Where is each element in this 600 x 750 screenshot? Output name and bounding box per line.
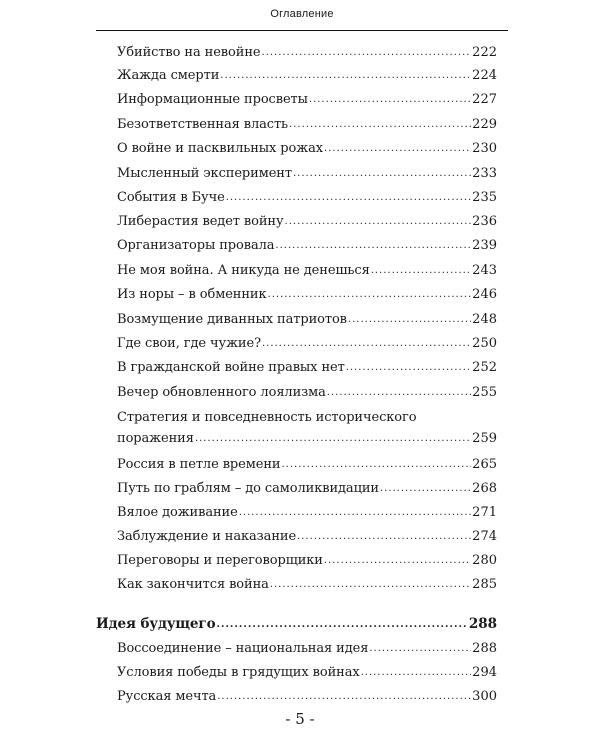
dot-leader (297, 527, 471, 546)
dot-leader (348, 310, 471, 329)
toc-entry[interactable] (117, 576, 497, 594)
toc-entry[interactable] (117, 116, 497, 134)
toc-section-page: 288 (468, 616, 497, 632)
toc-entry-title: Россия в петле времени (117, 457, 281, 472)
toc-entry-page: 222 (472, 45, 497, 60)
toc-entry[interactable] (117, 640, 497, 658)
toc-section-title: Идея будущего (96, 616, 216, 632)
dot-leader (285, 212, 472, 231)
toc-section[interactable] (96, 615, 497, 633)
toc-entry-page: 250 (472, 336, 497, 351)
toc-entry-page: 300 (472, 689, 497, 704)
toc-entry-page: 255 (472, 385, 497, 400)
dot-leader (369, 639, 471, 658)
toc-entry-title: Как закончится война (117, 577, 269, 592)
running-head: Оглавление (270, 8, 334, 20)
toc-entry-title: Организаторы провала (117, 238, 275, 253)
toc-entry-title: Из норы – в обменник (117, 287, 267, 302)
toc-entry-page: 235 (472, 190, 497, 205)
dot-leader (293, 164, 471, 183)
toc-entry[interactable] (117, 528, 497, 546)
toc-entry-page: 280 (472, 553, 497, 568)
dot-leader (327, 383, 471, 402)
dot-leader (226, 188, 471, 207)
toc-entry-title: Вечер обновленного лоялизма (117, 385, 326, 400)
toc-entry-title: В гражданской войне правых нет (117, 360, 345, 375)
toc-entry-title: Безответственная власть (117, 117, 289, 132)
toc-entry-title: Русская мечта (117, 689, 217, 704)
toc-entry-page: 230 (472, 141, 497, 156)
toc-entry-page: 233 (472, 166, 497, 181)
toc-entry-page: 274 (472, 529, 497, 544)
toc-entry-title: Жажда смерти (117, 68, 220, 83)
toc-entry[interactable] (117, 456, 497, 474)
toc-entry[interactable] (117, 165, 497, 183)
toc-entry[interactable] (117, 335, 497, 353)
dot-leader (324, 551, 471, 570)
toc-entry-title: Убийство на невойне (117, 45, 261, 60)
toc-entry-page: 265 (472, 457, 497, 472)
dot-leader (289, 115, 471, 134)
toc-entry[interactable] (117, 213, 497, 231)
toc-entry-title: Воссоединение – национальная идея (117, 641, 369, 656)
toc-entry[interactable] (117, 189, 497, 207)
dot-leader (371, 261, 471, 280)
toc-entry[interactable] (117, 44, 497, 62)
toc-entry-page: 227 (472, 92, 497, 107)
toc-entry[interactable] (117, 262, 497, 280)
toc-entry-page: 236 (472, 214, 497, 229)
toc-entry-title: О войне и пасквильных рожах (117, 141, 323, 156)
toc-entry-page: 259 (472, 431, 497, 446)
toc-entry-title: Возмущение диванных патриотов (117, 312, 347, 327)
toc-entry-page: 288 (472, 641, 497, 656)
toc-entry[interactable] (117, 552, 497, 570)
toc-entry-page: 294 (472, 665, 497, 680)
toc-entry-page: 246 (472, 287, 497, 302)
toc-entry[interactable] (117, 140, 497, 158)
toc-entry-title: Вялое доживание (117, 505, 238, 520)
toc-entry[interactable] (117, 311, 497, 329)
dot-leader (195, 429, 471, 448)
toc-entry[interactable] (117, 664, 497, 682)
toc-entry-line2[interactable] (117, 430, 497, 448)
dot-leader (324, 139, 471, 158)
toc-entry[interactable] (117, 67, 497, 85)
dot-leader (361, 663, 472, 682)
toc-entry-title-continued: поражения (117, 431, 194, 446)
page-number: - 5 - (285, 710, 315, 728)
toc-entry[interactable] (117, 480, 497, 498)
toc-entry-page: 243 (472, 263, 497, 278)
dot-leader (216, 614, 467, 634)
toc-entry-page: 268 (472, 481, 497, 496)
dot-leader (239, 503, 471, 522)
toc-entry-page: 239 (472, 238, 497, 253)
toc-entry-title: Либерастия ведет войну (117, 214, 284, 229)
toc-entry-page: 229 (472, 117, 497, 132)
dot-leader (220, 66, 471, 85)
toc-entry[interactable] (117, 91, 497, 109)
toc-entry[interactable] (117, 504, 497, 522)
toc-entry[interactable] (117, 688, 497, 706)
toc-entry-line1[interactable] (117, 409, 497, 427)
toc-entry-title: Переговоры и переговорщики (117, 553, 323, 568)
toc-entry-title: Информационные просветы (117, 92, 308, 107)
toc-entry-title: Условия победы в грядущих войнах (117, 665, 360, 680)
dot-leader (268, 285, 472, 304)
toc-entry-title: Заблуждение и наказание (117, 529, 297, 544)
toc-entry-page: 224 (472, 68, 497, 83)
toc-entry[interactable] (117, 384, 497, 402)
dot-leader (346, 358, 471, 377)
dot-leader (261, 43, 471, 62)
toc-entry-page: 248 (472, 312, 497, 327)
toc-entry-title: Стратегия и повседневность исторического (117, 410, 417, 425)
toc-entry[interactable] (117, 359, 497, 377)
toc-entry-page: 285 (472, 577, 497, 592)
toc-entry-title: Где свои, где чужие? (117, 336, 261, 351)
dot-leader (262, 334, 471, 353)
toc-entry[interactable] (117, 286, 497, 304)
toc-entry[interactable] (117, 237, 497, 255)
dot-leader (282, 455, 472, 474)
dot-leader (217, 687, 471, 706)
dot-leader (270, 575, 471, 594)
toc-entry-page: 252 (472, 360, 497, 375)
toc-entry-title: Путь по граблям – до самоликвидации (117, 481, 379, 496)
dot-leader (309, 90, 471, 109)
toc-entry-title: Мысленный эксперимент (117, 166, 292, 181)
dot-leader (380, 479, 471, 498)
dot-leader (275, 236, 471, 255)
toc-entry-title: Не моя война. А никуда не денешься (117, 263, 370, 278)
toc-entry-page: 271 (472, 505, 497, 520)
toc-entry-title: События в Буче (117, 190, 225, 205)
